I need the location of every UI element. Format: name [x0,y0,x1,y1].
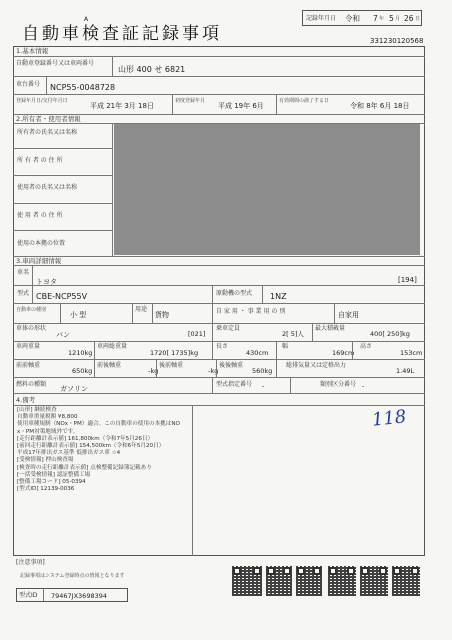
remarks-line: x・PM対策地域外です。 [17,428,79,435]
remarks-line: 使用車種規制（NOx・PM）適合。この自動車の使用の本拠はNO [17,421,180,428]
class-no-label: 類別区分番号 [320,381,357,388]
displacement-value: 1.49L [396,367,415,375]
category-value: 小 型 [70,311,87,319]
body-label: 車体の形状 [16,325,47,332]
displacement-label: 総排気量又は定格出力 [286,362,347,369]
first-reg-value: 平成 21年 3月 18日 [90,102,154,110]
max-load-value: 400[ 250]kg [370,330,410,338]
height-value: 153cm [400,349,423,357]
use-label: 用途 [135,306,148,313]
remarks-line: 自動車重量税額 ¥8,800 [17,414,78,421]
record-date-box [302,10,422,26]
use-value: 貨物 [155,311,169,319]
rear-front-axle-label: 後前軸重 [159,362,184,369]
rear-front-axle-value: -kg [208,367,219,375]
gross-label: 車両総重量 [97,343,128,350]
handwritten-note: 118 [370,406,408,431]
first-reg-label: 登録年月日/交付年月日 [16,98,68,104]
model-label: 型式 [17,290,30,297]
first-year-value: 平成 19年 6月 [218,102,264,110]
qr-code-6 [392,566,420,596]
section-owner-heading: 2.所有者・使用者情報 [16,115,81,123]
rear-rear-axle-value: 560kg [252,367,273,375]
front-front-axle-label: 前前軸重 [16,362,41,369]
remarks-line: 平成17年排出ガス基準 低排出ガス車 ☆4 [17,450,121,457]
engine-label: 原動機の型式 [216,290,253,297]
category-label: 自動車の種別 [16,307,47,313]
width-label: 幅 [282,343,289,350]
front-front-axle-value: 650kg [72,367,93,375]
max-load-label: 最大積載量 [315,325,346,332]
width-value: 169cm [332,349,355,357]
type-no-value: - [262,382,265,390]
record-date-year: 7 [373,14,378,23]
weight-value: 1210kg [68,349,93,357]
record-date-label: 記録年月日 [306,15,337,22]
owner-address-label: 所 有 者 の 住 所 [17,157,63,164]
qr-code-1 [232,566,262,596]
front-rear-axle-label: 前後軸重 [97,362,122,369]
user-address-label: 使 用 者 の 住 所 [17,212,63,219]
section-vehicle-heading: 3.車両詳細情報 [16,257,62,265]
qr-code-5 [360,566,388,596]
chassis-value: NCP55-0048728 [50,83,116,92]
body-code: [021] [188,330,206,338]
record-date-era: 令和 [345,14,360,23]
redacted-owner-info [114,124,420,255]
top-mark: A [84,16,89,23]
record-date-day: 26 [404,14,414,23]
engine-value: 1NZ [270,292,287,301]
remarks-line: [一括受検情報] 認証整備工場 [17,471,91,478]
document-number: 331230120568 [370,37,424,45]
id-value: 79467JX3698394 [51,592,107,600]
record-date-year-unit: 年 [379,16,385,22]
section-basic-heading: 1.基本情報 [16,47,49,55]
remarks-line: [型式ID] 12139-0036 [17,486,75,493]
height-label: 高さ [360,343,373,350]
business-label: 自 家 用 ・ 事 業 用 の 別 [216,308,286,315]
fuel-value: ガソリン [60,385,88,393]
business-value: 自家用 [338,311,359,319]
notes-text: 記録事項はシステム登録時点の情報となります [20,573,125,579]
length-label: 長さ [216,343,229,350]
remarks-line: [山形] 継続検査 [17,407,57,413]
qr-code-3 [296,566,322,596]
first-year-label: 初度登録年月 [175,98,206,104]
weight-label: 車両重量 [16,343,41,350]
fuel-label: 燃料の種類 [16,381,47,388]
make-code: [194] [398,276,417,284]
reg-number-value: 山形 400 せ 6821 [118,65,186,74]
chassis-label: 車台番号 [16,81,41,88]
gross-value: 1720[ 1735]kg [150,349,199,357]
capacity-label: 乗車定員 [216,325,241,332]
remarks-line: [検査時の走行距離計表示値] 点検整備記録簿記載あり [17,464,152,471]
notes-heading: [注意事項] [16,559,45,566]
rear-rear-axle-label: 後後軸重 [219,362,244,369]
page-title: 自動車検査証記録事項 [22,24,222,44]
user-name-label: 使用者の氏名又は名称 [17,184,78,191]
remarks-line: [走行距離計表示値] 161,800km（令和7年5月26日） [17,435,154,442]
remarks-line: [前回走行距離計表示値] 154,500km（令和6年5月20日） [17,443,165,450]
base-location-label: 使用の本拠の位置 [17,240,66,247]
qr-code-2 [266,566,292,596]
make-label: 車名 [17,269,30,276]
id-box [16,588,128,602]
owner-name-label: 所有者の氏名又は名称 [17,129,78,136]
record-date-month: 5 [389,14,394,23]
class-no-value: - [362,382,365,390]
model-value: CBE-NCP55V [36,292,88,301]
record-date-month-unit: 月 [395,16,401,22]
section-remarks-heading: 4.備考 [16,396,36,404]
type-no-label: 型式指定番号 [216,381,253,388]
id-label: 型式ID [19,592,38,599]
remarks-text [17,407,191,493]
record-date-day-unit: 日 [415,16,421,22]
remarks-line: [受検情報] 押山検査場 [17,457,74,464]
expiry-value: 令和 8年 6月 18日 [350,102,410,110]
body-value: バン [56,331,70,339]
make-value: トヨタ [36,278,57,286]
length-value: 430cm [246,349,269,357]
reg-number-label: 自動車登録番号又は車両番号 [16,60,95,67]
capacity-value: 2[ 5]人 [282,330,304,338]
qr-code-4 [328,566,356,596]
front-rear-axle-value: -kg [148,367,159,375]
remarks-line: [整備工場コード] 05-0394 [17,479,86,486]
expiry-label: 有効期間の満了する日 [279,98,330,104]
